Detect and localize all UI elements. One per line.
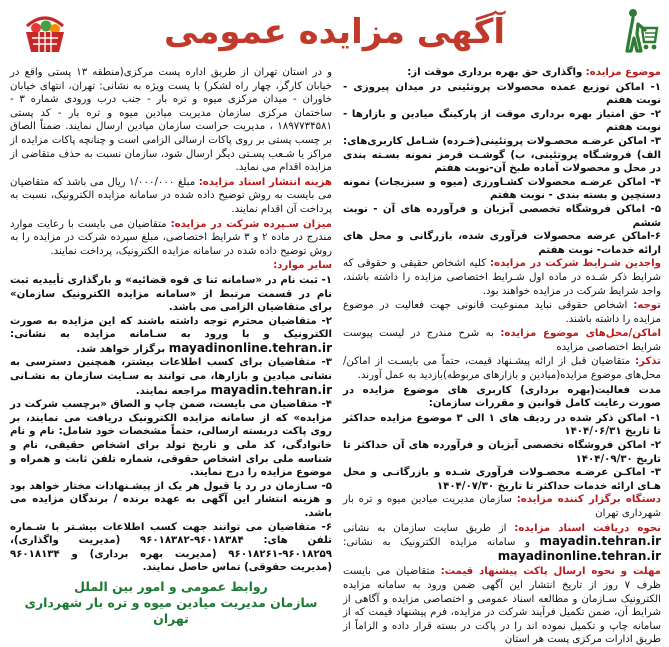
duration-paragraph [343, 384, 661, 411]
docs-text: از طریق سایت سازمان به نشانی [343, 522, 507, 534]
signature-line: روابط عمومی و امور بین الملل [74, 578, 268, 594]
eligibility-label: واجدین شـرایط شرکت در مزایده: [489, 258, 661, 270]
docs-paragraph [343, 522, 661, 565]
site-link[interactable]: mayadin.tehran.ir [210, 382, 332, 397]
subject-paragraph [343, 66, 661, 80]
left-column [10, 66, 332, 626]
right-column [343, 66, 662, 646]
organizer-text: سازمان مدیریت میادین میوه و تره بار شهرداری تهران [343, 494, 661, 519]
deposit-label: میزان سـپرده شرکت در مزایده: [170, 218, 332, 230]
deadline-text: متقاضیان می بایست ظرف ۷ روز از تاریخ انتشار این آگهی ضمن ورود به سامانه مزایده الکترونیک سـازمان و مطالعه اسناد عمومی و اختصاصی مزایده و آگاهی از شرایط آن، ضمن تکمیل فرآیند شرکت در مزایده، فرم پیشنهاد قیمت که از سامانه چاپ و تکمیل نموده اند را در پاکت در بسته قرار داده و الزاماً از طریق ادارات مرکزی پست هر استان [343, 566, 662, 646]
duration-label: مدت فعالیت(بهره برداری) کاربری های موضوع مزایده در صورت رعایت کامل قوانین و مقررات سازمان: [343, 384, 661, 410]
deadline-label: مهلت و نحوه ارسال پاکت پیشنهاد قیمت: [440, 566, 661, 578]
note-label: توجه: [633, 300, 661, 312]
location-text: به شرح مندرج در لیست پیوست شرایط اختصاصی مزایده [343, 328, 661, 353]
organizer-paragraph [343, 493, 661, 520]
location-paragraph [343, 327, 661, 354]
other-item: ۱- ثبت نام در «سامانه ثنا ی قوه قضائیه» و بارگذاری تأییدیه ثبت نام در قسمت مرتبط از «سامانه مزایده الکترونیک سازمان» برای متقاضیان الزامی می باشد. [10, 274, 332, 314]
duration-item: ۱- اماکن ذکر شده در ردیف های ۱ الی ۳ موضوع مزایده حداکثر تا تاریخ ۱۴۰۴/۰۶/۳۱ [343, 412, 662, 438]
header [0, 0, 669, 64]
docs-online-link[interactable]: mayadinonline.tehran.ir [497, 548, 661, 563]
reminder-label: تذکر: [634, 356, 661, 368]
fruit-basket-logo-icon [22, 6, 68, 56]
organizer-label: دستگاه برگزار کننده مزایده: [516, 494, 661, 506]
eligibility-text: کلیه اشخاص حقیقی و حقوقی که شرایط ذکر شـده در ماده اول شـرایط اختصاصی مزایده را داشته باشند، واجد شرایط شرکت در مزایده خواهند بود. [343, 258, 661, 297]
reminder-text: متقاضیان قبل از ارائه پیشـنهاد قیمت، حتماً می بایسـت از اماکن/ محل‌های موضوع مزایده(میادین و بازارهای مربوطه)بازدید به عمل آورند. [343, 356, 661, 382]
note-text: اشخاص حقوقی نباید ممنوعیت قانونی جهت فعالیت در موضوع مزایده را داشته باشند. [343, 300, 661, 325]
docs-text-2: و سامانه مزایده الکترونیک به نشانی: [343, 537, 530, 549]
intro-paragraph: و در استان تهران از طریق اداره پست مرکزی(منطقه ۱۳ پستی واقع در خیابان کارگر، چهار راه لشکر) با پست ویژه به نشانی: تهران، انتهای خیابان خاوران - میدان مرکزی میوه و تره بار - جنب درب ورودی شماره ۳ - ساختمان مرکزی سازمان مدیریت میادین میوه و تره بار - کد پستی ۱۸۹۷۷۳۴۵۸۱ ، مدیریت حراست سازمان میادین ارسال نمایند. ضمناً الصاق بر چسب پستی بر روی پاکات ارسالی الزامی است و چنانچه پاکات مزایده از مراکز یا شـعب پسـتی دیگر ارسال شود، سازمان نسبت به حذف متقاضی از مزایده اقدام می نماید. [10, 67, 332, 174]
other-item-text: ۳- متقاضیان برای کسب اطلاعات بیشتر، همچنین دسترسی به نشانی میادین و بازارها، می توانند به سـایت سازمان به نشـانی [10, 357, 332, 383]
docs-label: نحوه دریافت اسناد مزایده: [514, 522, 661, 534]
duration-item: ۳- اماکـن عرضـه محصـولات فرآوری شـده و بازرگانـی و محل هـای ارائه خدمات حداکثر تا تاریخ ۱۴۰۴/۰۷/۳۰ [343, 467, 661, 492]
deadline-paragraph [343, 565, 661, 647]
subject-text: واگذاری حق بهره برداری موقت از: [407, 67, 583, 78]
online-auction-link[interactable]: mayadinonline.tehran.ir [168, 340, 332, 355]
other-label: سایر موارد: [273, 260, 332, 272]
eligibility-paragraph [343, 257, 661, 298]
location-label: اماکن/محل‌های موضوع مزایده: [500, 328, 661, 340]
signature-line: سازمان مدیریت میادین میوه و تره بار شهرداری تهران [24, 594, 318, 626]
subject-label: موضوع مزایده: [585, 67, 661, 78]
other-item [10, 356, 332, 398]
other-item-text: ۲- متقاضیان محترم توجه داشته باشند که این مزایده به صورت الکترونیک و با ورود به سـامانه مزایده به نشانی: [10, 315, 332, 341]
duration-item: ۲- اماکن فروشگاه تخصصی آبزیان و فرآورده های آن حداکثر تا تاریخ ۱۴۰۴/۰۹/۳۰ [343, 440, 661, 465]
signature [10, 579, 332, 627]
deposit-text: متقاضیان می بایست با رعایت موارد مندرج در ماده ۲ و ۳ شرایط اختصاصی، مبلغ سپرده شرکت در مزایده را به روش توضیح داده شده در سامانه مزایده الکترونیک، پرداخت نمایند. [10, 218, 332, 257]
cost-text: مبلغ ۱/۰۰۰/۰۰۰ ریال می باشد که متقاضیان می بایست به روش توضیح داده شده در سامانه مزایده الکترونیک، نسبت به پرداخت آن اقدام نمایند. [10, 176, 332, 215]
other-item: ۵- سـازمان در رد یا قبول هر یک از پیشـنهادات مختار خواهد بود و هزینه انتشار این آگهی به عهده برنده / برندگان مزایده می باشد. [10, 480, 332, 519]
page-title: آگهی مزایده عمومی [163, 12, 506, 52]
subject-item: ۱- اماکن توزیع عمده محصولات پروتئینی در میدان پیروزی - نوبت هفتم [343, 81, 661, 107]
other-label-paragraph [10, 259, 332, 273]
subject-item: ۶-اماکن عرضه محصولات فرآوری شده، بازرگانی و محل های ارائه خدمات- نوبت هفتم [343, 231, 661, 256]
subject-item: ۴- اماکن عرضـه محصولات کشـاورزی (میوه و سبزیجات) نمونه دستچین و بسته بندی - نوبت هفتم [343, 176, 661, 202]
subject-item: ۳- اماکن عرضـه محصـولات پروتئینی(خـرده) شـامل کاربری‌های: الف) فروشـگاه پروتئینی، ب) گوشـت قرمز نمونه بسـته بندی در محل و محصولات آماده طبخ آن-نوبت هفتم [343, 135, 661, 175]
other-item [10, 315, 332, 357]
other-item: ۴- متقاضیان می بایست، ضمن چاپ و الصاق «برچسب شرکت در مزایده» که از سامانه مزایده الکترونیک دریافت می نمایند، بر روی پاکت دربسته ارسالی، حتماً مشخصات خود شامل: نام و نام خانوادگی، کد ملی و تاریخ تولد برای اشخاص حقیقی، نام و شناسه ملی برای اشخاص حقوقی، شماره تلفن ثابت و همراه و موضوع مزایده را درج نمایند. [10, 399, 332, 479]
deposit-paragraph [10, 218, 332, 259]
person-with-shopping-cart-icon [623, 6, 661, 58]
other-item-text: مراجعه نمایند. [135, 385, 207, 397]
cost-paragraph [10, 176, 332, 217]
other-item: ۶- متقاضیان می توانند جهت کسب اطلاعات بیشـتر با شـماره تلفن های: ۹۶۰۱۸۳۸۴-۹۶۰۱۸۳۸۲ (مدیریت واگذاری)، ۹۶۰۱۸۲۵۹-۹۶۰۱۸۲۶۱ (مدیریت بهره برداری) و ۹۶۰۱۸۱۳۴ (مدیریت حقوقی) تماس حاصل نمایند. [10, 521, 332, 574]
subject-item: ۲- حق امتیاز بهره برداری موقت از پارکینگ میادین و بازارها - نوبت هفتم [343, 108, 661, 134]
other-item-text: برگزار خواهد شد. [76, 343, 166, 355]
subject-item: ۵- اماکن فروشگاه تخصصی آبزیان و فرآورده های آن - نوبت ششم [343, 203, 661, 229]
docs-site-link[interactable]: mayadin.tehran.ir [539, 534, 661, 549]
cost-label: هزینه انتشار اسناد مزایده: [198, 176, 332, 188]
note-paragraph [343, 299, 661, 326]
reminder-paragraph [343, 355, 661, 382]
